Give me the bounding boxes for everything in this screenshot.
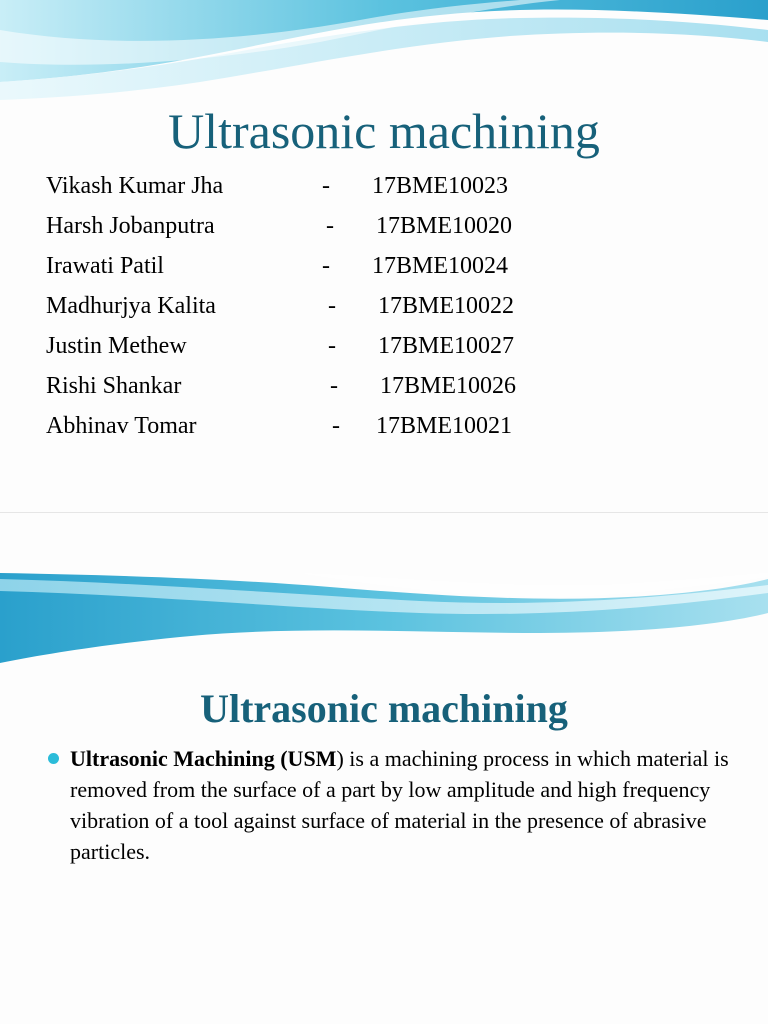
separator-dash: - <box>322 173 330 199</box>
separator-dash: - <box>332 413 340 439</box>
team-roster <box>46 166 606 446</box>
bullet-text <box>70 743 738 867</box>
member-name: Vikash Kumar Jha <box>46 173 224 199</box>
member-name: Harsh Jobanputra <box>46 213 215 239</box>
roster-row <box>46 366 606 406</box>
member-roll-number: 17BME10022 <box>378 293 515 319</box>
wave-header-decoration <box>0 573 768 673</box>
usm-term: Ultrasonic Machining (USM <box>70 746 337 771</box>
member-roll-number: 17BME10020 <box>376 213 513 239</box>
member-name: Madhurjya Kalita <box>46 293 216 319</box>
usm-definition: ) is a machining process in which material is removed from the surface of a part by low amplitude and high frequency vibration of a tool against surface of material in the presence of abrasive particles. <box>70 746 729 864</box>
member-roll-number: 17BME10023 <box>372 173 509 199</box>
member-roll-number: 17BME10027 <box>378 333 515 359</box>
roster-row <box>46 246 606 286</box>
roster-row <box>46 206 606 246</box>
bullet-item <box>48 743 738 867</box>
member-name: Justin Methew <box>46 333 187 359</box>
slide-title-heading: Ultrasonic machining <box>168 103 600 159</box>
member-name: Abhinav Tomar <box>46 413 197 439</box>
member-roll-number: 17BME10024 <box>372 253 509 279</box>
slide-definition <box>0 512 768 1024</box>
separator-dash: - <box>328 293 336 319</box>
member-name: Irawati Patil <box>46 253 164 279</box>
bullet-icon <box>48 753 59 764</box>
slide-heading: Ultrasonic machining <box>200 686 568 731</box>
member-name: Rishi Shankar <box>46 373 182 399</box>
roster-row <box>46 326 606 366</box>
roster-row <box>46 406 606 446</box>
roster-row <box>46 166 606 206</box>
separator-dash: - <box>326 213 334 239</box>
member-roll-number: 17BME10026 <box>380 373 517 399</box>
separator-dash: - <box>322 253 330 279</box>
member-roll-number: 17BME10021 <box>376 413 513 439</box>
separator-dash: - <box>328 333 336 359</box>
separator-dash: - <box>330 373 338 399</box>
roster-row <box>46 286 606 326</box>
